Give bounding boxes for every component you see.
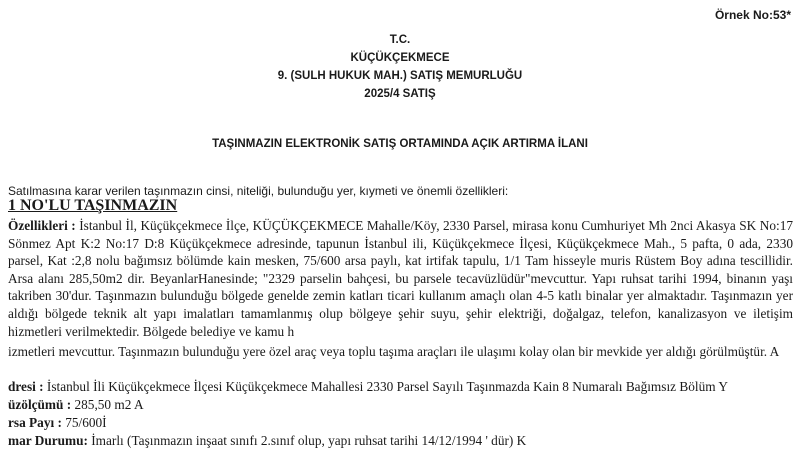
zoning-value: İmarlı (Taşınmazın inşaat sınıfı 2.sınıf olup, yapı ruhsat tarihi 14/12/1994 ' dür) K (91, 433, 527, 448)
zoning-label: mar Durumu: (8, 433, 88, 448)
land-share-label: rsa Payı : (8, 415, 62, 430)
properties-label: Özellikleri : (8, 218, 76, 233)
properties-text: İstanbul İl, Küçükçekmece İlçe, KÜÇÜKÇEKMECE Mahalle/Köy, 2330 Parsel, mirasa konu Cumhuriyet Mh 2nci Akasya SK No:17 Sönmez Apt K:2 No:17 D:8 Küçükçekmece adresinde, tapunun İstanbul ili, Küçükçekmece İlçesi, Küçükçekmece Mah., 5 pafta, 0 ada, 2330 parsel, Kat :2,8 nolu bağımsız bölümde kain mesken, 75/600 arsa paylı, kat irtifak tapulu, 1/1 Tam hisseyle muris Rüstem Boy adına tescillidir. Arsa alanı 285,50m2 dir. BeyanlarHanesinde; "2329 parselin bahçesi, bu parsele tecavüzlüdür"mevcuttur. Yapı ruhsat tarihi 1994, binanın yaşı takriben 30'dur. Taşınmazın bulunduğu bölgede genelde zemin katları ticari kullanım amaçlı olan 4-5 katlı binalar yer almaktadır. Taşınmazın yer aldığı bölgede teknik alt yapı imalatları tamamlanmış olup bölgeye şehir suyu, şehir elektriği, doğalgaz, telefon, kanalizasyon ve iletişim hizmetleri verilmektedir. Bölgede belediye ve kamu h (8, 218, 794, 339)
land-share-row (8, 415, 107, 431)
area-label: üzölçümü : (8, 397, 72, 412)
area-row (8, 397, 144, 413)
header-district: KÜÇÜKÇEKMECE (350, 52, 450, 64)
address-label: dresi : (8, 379, 44, 394)
header-file-no: 2025/4 SATIŞ (364, 88, 436, 100)
address-row (8, 379, 728, 395)
zoning-row (8, 433, 526, 449)
section-heading: 1 NO'LU TAŞINMAZIN (8, 197, 178, 214)
address-value: İstanbul İli Küçükçekmece İlçesi Küçükçekmece Mahallesi 2330 Parsel Sayılı Taşınmazda Kain 8 Numaralı Bağımsız Bölüm Y (46, 379, 729, 394)
header-tc: T.C. (389, 34, 411, 46)
area-value: 285,50 m2 A (74, 397, 144, 412)
land-share-value: 75/600İ (65, 415, 107, 430)
notice-title: TAŞINMAZIN ELEKTRONİK SATIŞ ORTAMINDA AÇIK ARTIRMA İLANI (212, 138, 588, 150)
sample-number: Örnek No:53* (714, 8, 791, 22)
properties-continuation: izmetleri mevcuttur. Taşınmazın bulunduğu yere özel araç veya toplu taşıma araçları ile ulaşımı kolay olan bir mevkide yer aldığı görülmüştür. A (8, 344, 780, 359)
intro-text: Satılmasına karar verilen taşınmazın cinsi, niteliği, bulunduğu yer, kıymeti ve önemli özellikleri: (8, 184, 509, 198)
properties-paragraph (8, 217, 793, 340)
header-office: 9. (SULH HUKUK MAH.) SATIŞ MEMURLUĞU (277, 70, 523, 82)
